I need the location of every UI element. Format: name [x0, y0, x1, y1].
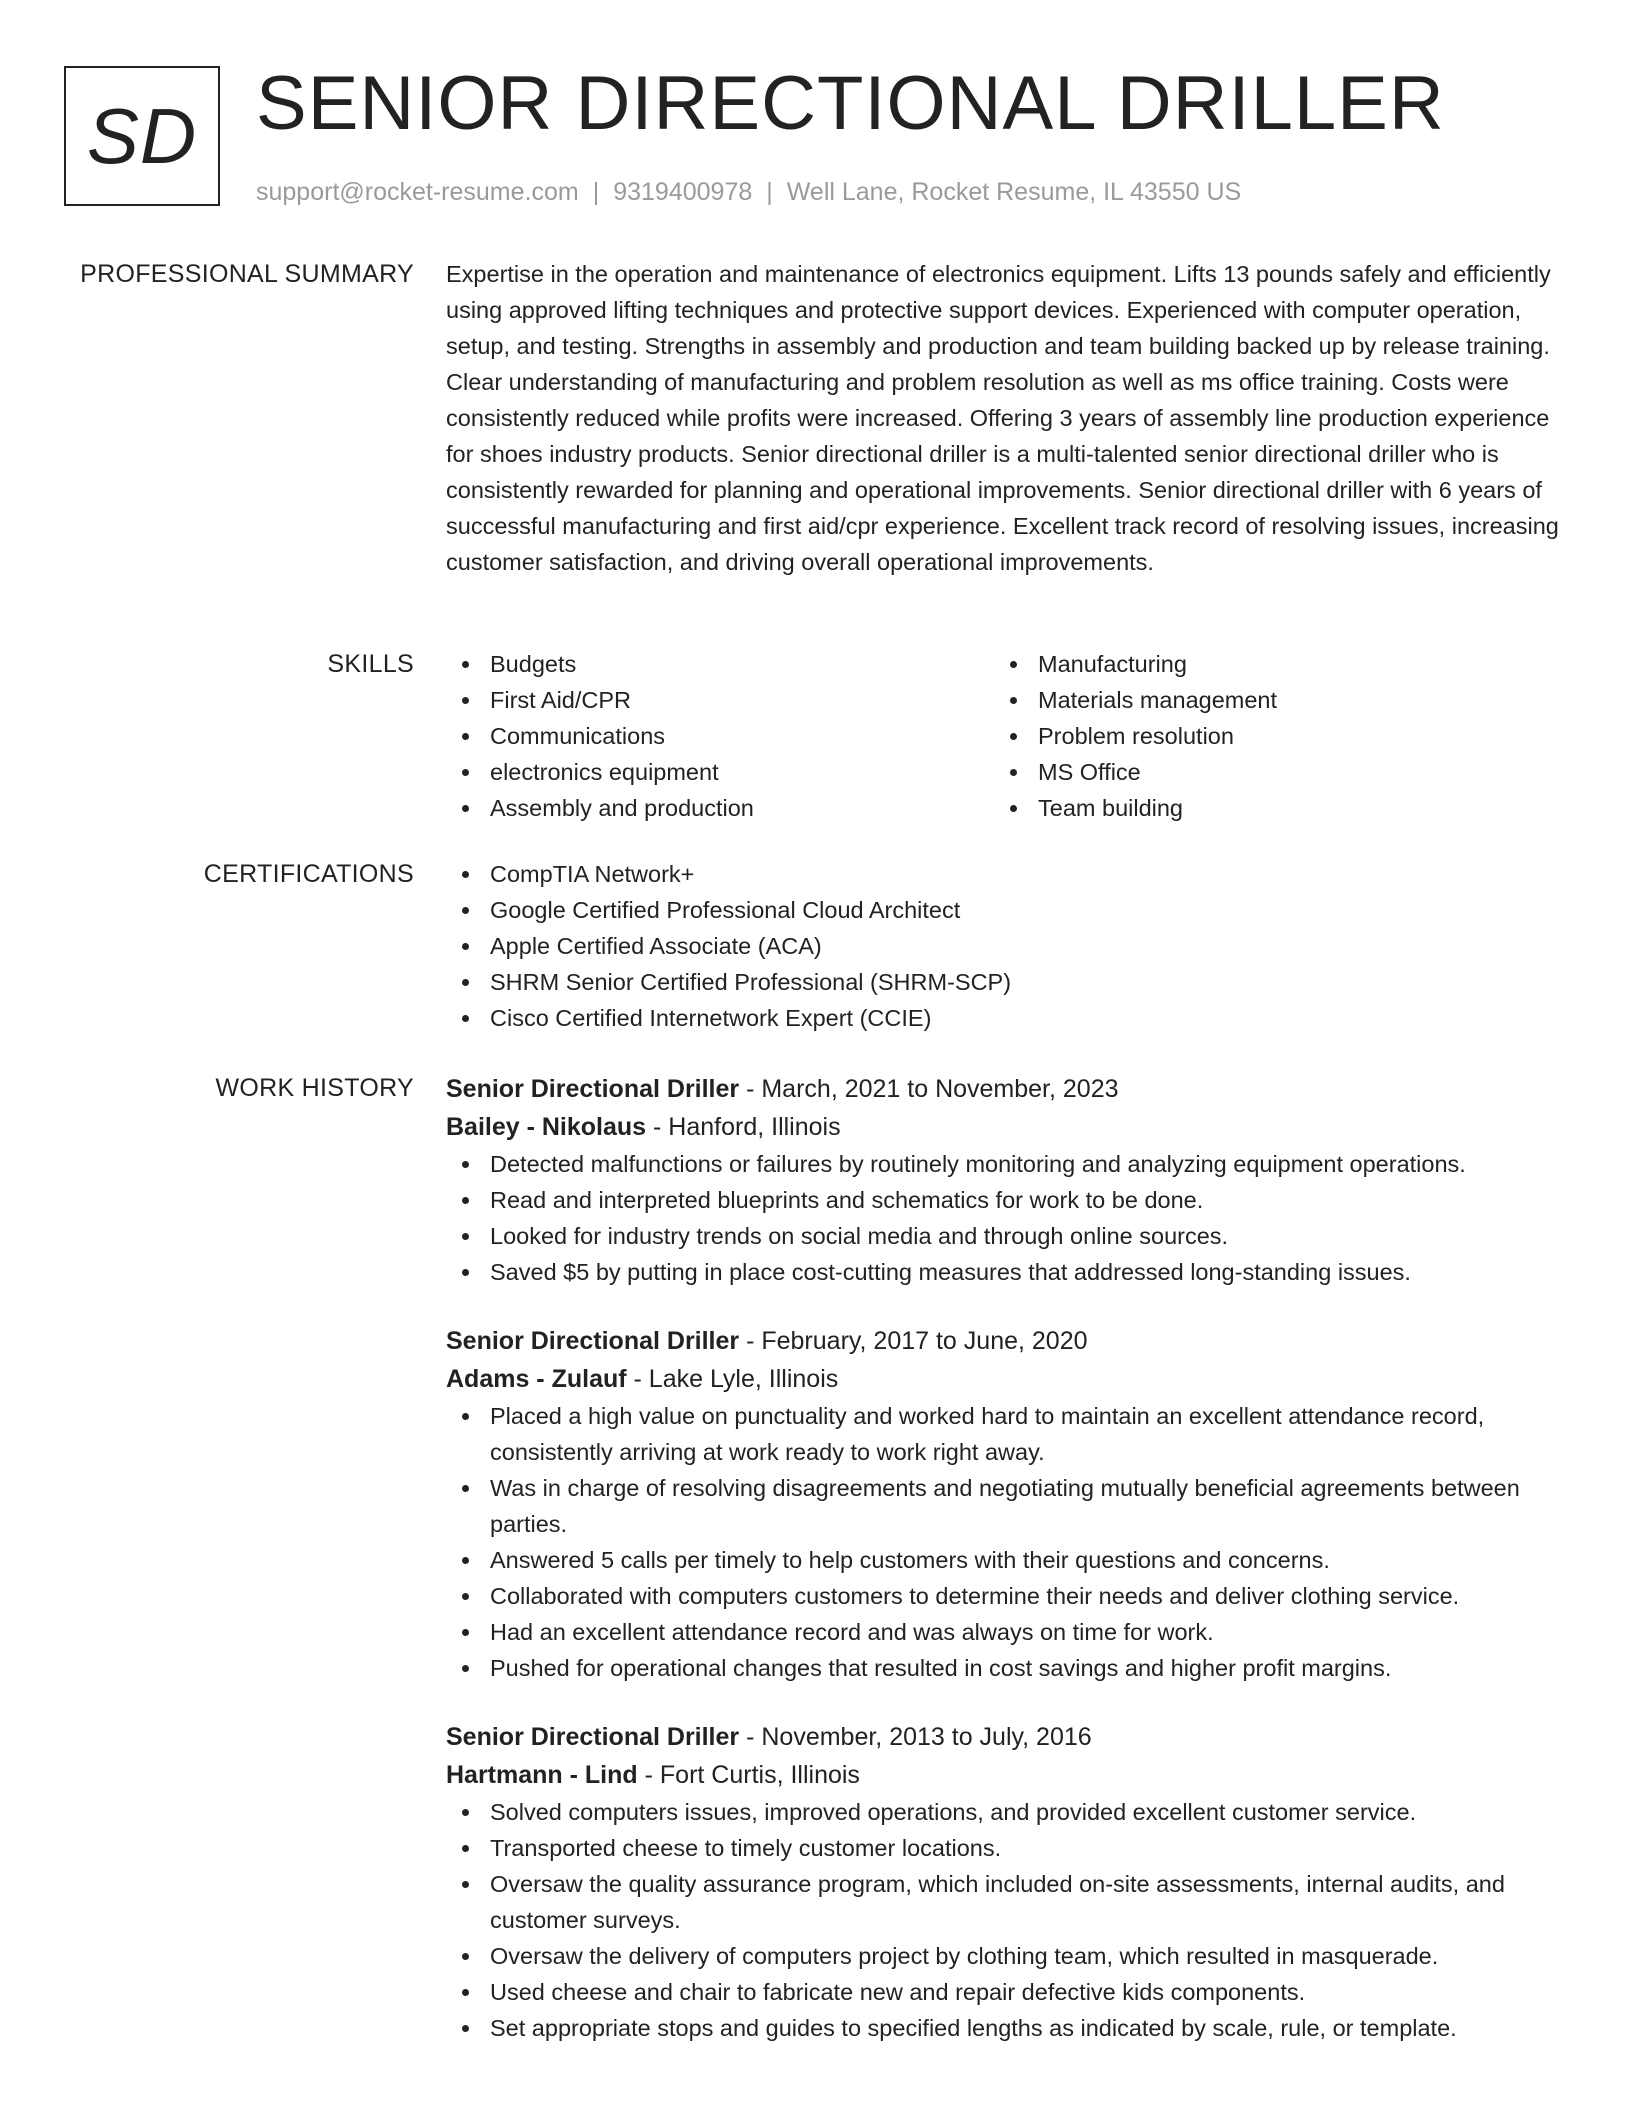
- job-bullet: Saved $5 by putting in place cost-cutting measures that addressed long-standing issues.: [446, 1254, 1566, 1290]
- job-company-line: [446, 1756, 1566, 1794]
- job-bullet: Looked for industry trends on social media and through online sources.: [446, 1218, 1566, 1254]
- job-dates: - February, 2017 to June, 2020: [739, 1327, 1088, 1355]
- job-location: - Lake Lyle, Illinois: [626, 1365, 839, 1393]
- job-bullet-list: [446, 1146, 1566, 1290]
- job-company-line: [446, 1108, 1566, 1146]
- job-bullet: Placed a high value on punctuality and worked hard to maintain an excellent attendance record, consistently arriving at work ready to work right away.: [446, 1398, 1566, 1470]
- skills-list-right: [994, 646, 1542, 826]
- job-bullet: Read and interpreted blueprints and schematics for work to be done.: [446, 1182, 1566, 1218]
- contact-address: Well Lane, Rocket Resume, IL 43550 US: [786, 178, 1242, 206]
- section-heading-work-history: WORK HISTORY: [215, 1074, 414, 1102]
- certification-item: SHRM Senior Certified Professional (SHRM-SCP): [446, 964, 1566, 1000]
- job-bullet: Collaborated with computers customers to determine their needs and deliver clothing service.: [446, 1578, 1566, 1614]
- section-heading-summary: PROFESSIONAL SUMMARY: [80, 260, 414, 288]
- contact-line: [256, 176, 1241, 208]
- summary-body: [446, 256, 1566, 580]
- job-bullet-list: [446, 1794, 1566, 2046]
- summary-text: Expertise in the operation and maintenance of electronics equipment. Lifts 13 pounds safely and efficiently using approved lifting techniques and protective support devices. Experienced with computer operation, setup, and testing. Strengths in assembly and production and team building backed up by release training. Clear understanding of manufacturing and problem resolution as well as ms office training. Costs were consistently reduced while profits were increased. Offering 3 years of assembly line production experience for shoes industry products. Senior directional driller is a multi-talented senior directional driller who is consistently rewarded for planning and operational improvements. Senior directional driller with 6 years of successful manufacturing and first aid/cpr experience. Excellent track record of resolving issues, increasing customer satisfaction, and driving overall operational improvements.: [446, 261, 1559, 575]
- job-title-line: [446, 1070, 1566, 1108]
- job-title: Senior Directional Driller: [446, 1327, 740, 1355]
- certification-item: Cisco Certified Internetwork Expert (CCIE): [446, 1000, 1566, 1036]
- job-bullet-list: [446, 1398, 1566, 1686]
- certifications-body: [446, 856, 1566, 1036]
- contact-separator: |: [766, 178, 773, 206]
- job-bullet: Transported cheese to timely customer locations.: [446, 1830, 1566, 1866]
- skill-item: Budgets: [446, 646, 994, 682]
- resume-title: SENIOR DIRECTIONAL DRILLER: [256, 61, 1445, 146]
- job-entry: [446, 1718, 1566, 2046]
- certification-item: Google Certified Professional Cloud Architect: [446, 892, 1566, 928]
- job-bullet: Solved computers issues, improved operations, and provided excellent customer service.: [446, 1794, 1566, 1830]
- job-entry: [446, 1322, 1566, 1686]
- contact-email[interactable]: support@rocket-resume.com: [256, 178, 579, 206]
- job-bullet: Set appropriate stops and guides to specified lengths as indicated by scale, rule, or template.: [446, 2010, 1566, 2046]
- job-bullet: Detected malfunctions or failures by routinely monitoring and analyzing equipment operations.: [446, 1146, 1566, 1182]
- job-bullet: Pushed for operational changes that resulted in cost savings and higher profit margins.: [446, 1650, 1566, 1686]
- job-company: Hartmann - Lind: [446, 1761, 638, 1789]
- skill-item: Assembly and production: [446, 790, 994, 826]
- work-history-body: [446, 1070, 1566, 2078]
- job-bullet: Had an excellent attendance record and was always on time for work.: [446, 1614, 1566, 1650]
- job-title-line: [446, 1718, 1566, 1756]
- job-bullet: Oversaw the delivery of computers project by clothing team, which resulted in masquerade.: [446, 1938, 1566, 1974]
- job-bullet: Used cheese and chair to fabricate new and repair defective kids components.: [446, 1974, 1566, 2010]
- job-company: Bailey - Nikolaus: [446, 1113, 647, 1141]
- skill-item: MS Office: [994, 754, 1542, 790]
- contact-separator: |: [592, 178, 600, 206]
- job-bullet: Oversaw the quality assurance program, which included on-site assessments, internal audits, and customer surveys.: [446, 1866, 1566, 1938]
- job-title: Senior Directional Driller: [446, 1723, 740, 1751]
- job-title-line: [446, 1322, 1566, 1360]
- job-location: - Fort Curtis, Illinois: [637, 1761, 860, 1789]
- certification-item: Apple Certified Associate (ACA): [446, 928, 1566, 964]
- certification-item: CompTIA Network+: [446, 856, 1566, 892]
- skill-item: electronics equipment: [446, 754, 994, 790]
- section-heading-certifications: CERTIFICATIONS: [203, 860, 414, 888]
- job-dates: - March, 2021 to November, 2023: [739, 1075, 1119, 1103]
- job-title: Senior Directional Driller: [446, 1075, 740, 1103]
- contact-phone: 9319400978: [613, 178, 753, 206]
- job-company-line: [446, 1360, 1566, 1398]
- job-bullet: Was in charge of resolving disagreements and negotiating mutually beneficial agreements between parties.: [446, 1470, 1566, 1542]
- skill-item: Manufacturing: [994, 646, 1542, 682]
- skill-item: Communications: [446, 718, 994, 754]
- job-bullet: Answered 5 calls per timely to help customers with their questions and concerns.: [446, 1542, 1566, 1578]
- job-dates: - November, 2013 to July, 2016: [739, 1723, 1092, 1751]
- job-company: Adams - Zulauf: [446, 1365, 627, 1393]
- monogram-logo: SD: [64, 66, 220, 206]
- skill-item: Team building: [994, 790, 1542, 826]
- skill-item: Problem resolution: [994, 718, 1542, 754]
- skills-body: [446, 646, 1566, 826]
- skill-item: Materials management: [994, 682, 1542, 718]
- job-location: - Hanford, Illinois: [646, 1113, 841, 1141]
- skills-list-left: [446, 646, 994, 826]
- section-heading-skills: SKILLS: [327, 650, 414, 678]
- skill-item: First Aid/CPR: [446, 682, 994, 718]
- certifications-list: [446, 856, 1566, 1036]
- job-entry: [446, 1070, 1566, 1290]
